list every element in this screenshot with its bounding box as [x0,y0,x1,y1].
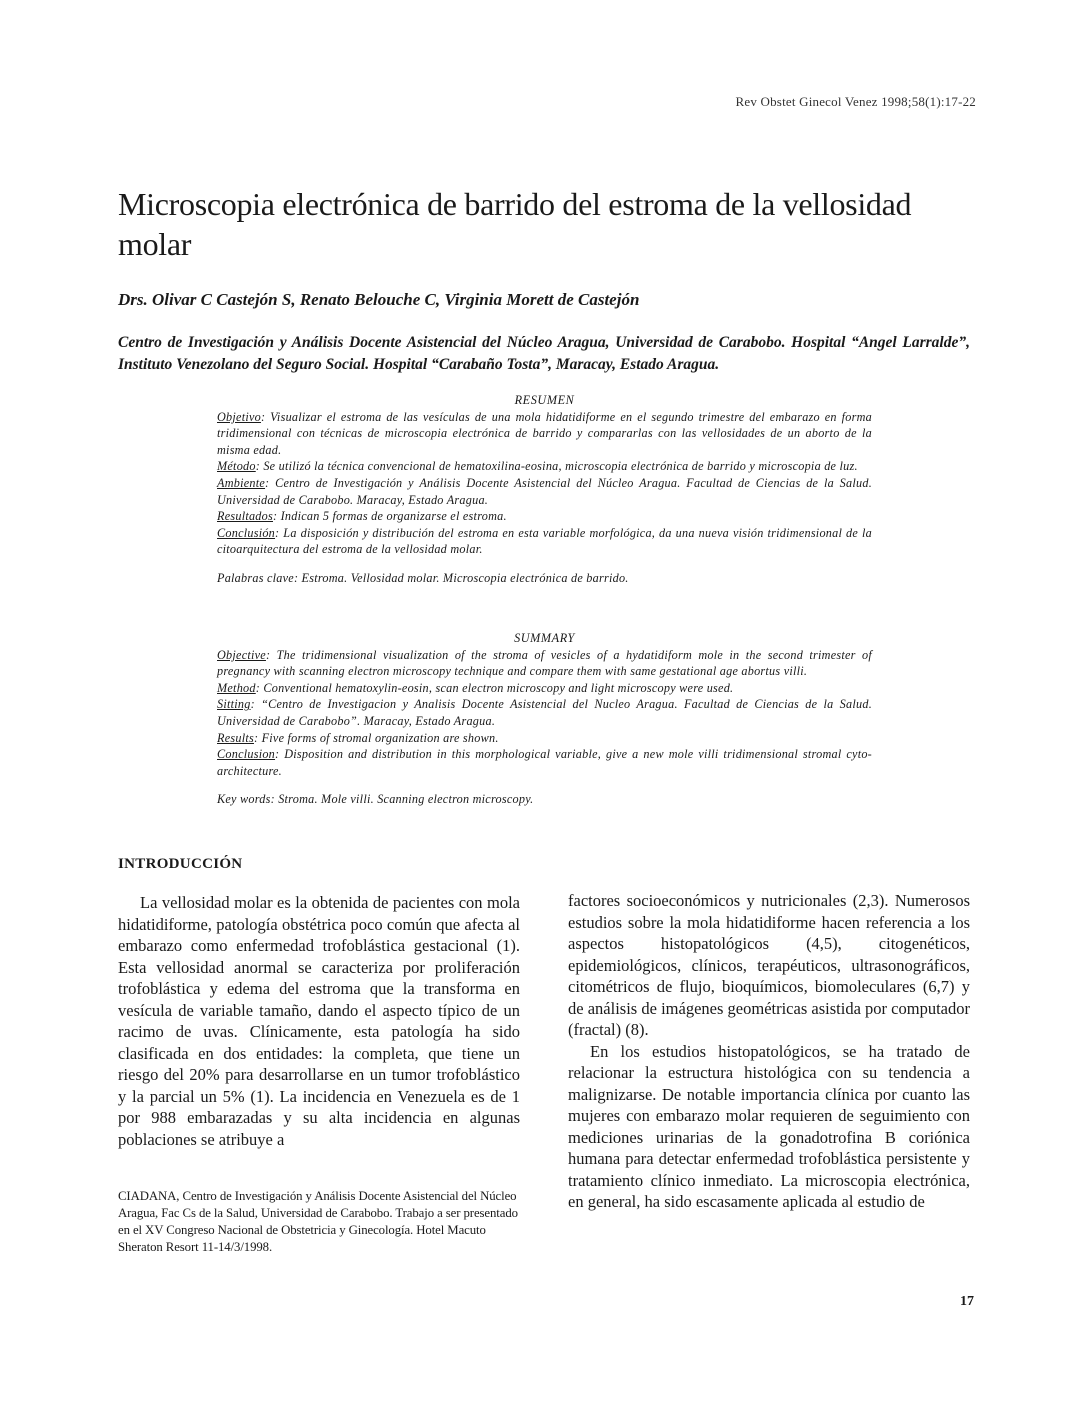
summary-sitting-text: : “Centro de Investigacion y Analisis Docente Asistencial del Nucleo Aragua. Facultad de Ciencias de la Salud. Universidad de Carabobo”. Maracay, Estado Aragua. [217,697,872,728]
summary-objective [217,647,872,680]
resumen-resultados-label: Resultados [217,509,273,524]
resumen-objetivo [217,409,872,459]
introduction-heading: INTRODUCCIÓN [118,856,243,872]
body-column-right [568,890,970,1213]
summary-conclusion-text: : Disposition and distribution in this morphological variable, give a new mole villi tridimensional stromal cyto-architecture. [217,747,872,778]
summary-conclusion-label: Conclusion [217,747,276,762]
resumen-conclusion [217,525,872,558]
resumen-objetivo-label: Objetivo [217,409,261,424]
page-number: 17 [960,1294,974,1309]
resumen-metodo-label: Método [217,459,256,474]
resumen-ambiente-text: : Centro de Investigación y Análisis Docente Asistencial del Núcleo Aragua. Facultad de Ciencias de la Salud. Universidad de Carabobo. Maracay, Estado Aragua. [217,475,872,507]
summary-results-label: Results [217,730,254,745]
resumen-resultados [217,508,872,525]
introduction-paragraph-1-continued: factores socioeconómicos y nutricionales (2,3). Numerosos estudios sobre la mola hidatidiforme hacen referencia a los aspectos histopatológicos (4,5), citogenéticos, epidemiológicos, clínicos, terapéuticos, ultrasonográficos, citométricos de flujo, bioquímicos, biomoleculares (6,7) y de análisis de imágenes geométricas asistida por computador (fractal) (8). [568,891,970,1039]
summary-heading: SUMMARY [514,631,575,645]
summary-results [217,730,872,747]
summary-method [217,680,872,697]
introduction-paragraph-1: La vellosidad molar es la obtenida de pacientes con mola hidatidiforme, patología obstétrica poco común que afecta al embarazo como enfermedad trofoblástica gestacional (1). Esta vellosidad anormal se caracteriza por proliferación trofoblástica y edema del estroma que la transforma en vesícula de variable tamaño, dando el aspecto típico de un racimo de uvas. Clínicamente, esta patología ha sido clasificada en dos entidades: la completa, que tiene un riesgo del 20% para desarrollarse en un tumor trofoblástico y la parcial un 5% (1). La incidencia en Venezuela es de 1 por 988 embarazadas y su alta incidencia en algunas poblaciones se atribuye a [118,893,520,1149]
author-affiliation: Centro de Investigación y Análisis Docente Asistencial del Núcleo Aragua, Universidad de Carabobo. Hospital “Angel Larralde”, Instituto Venezolano del Seguro Social. Hospital “Carabaño Tosta”, Maracay, Estado Aragua. [118,334,970,373]
resumen-ambiente [217,475,872,508]
summary-sitting [217,696,872,729]
body-column-left [118,892,520,1150]
resumen-ambiente-label: Ambiente [217,475,266,490]
summary-keywords: Key words: Stroma. Mole villi. Scanning electron microscopy. [217,792,534,807]
resumen-resultados-text: : Indican 5 formas de organizarse el estroma. [273,509,507,524]
summary-method-label: Method [217,680,256,695]
resumen-conclusion-text: : La disposición y distribución del estroma en esta variable morfológica, da una nueva visión tridimensional de la citoarquitectura del estroma de la vellosidad molar. [217,525,872,557]
resumen-metodo-text: : Se utilizó la técnica convencional de hematoxilina-eosina, microscopia electrónica de barrido y microscopia de luz. [255,459,858,474]
introduction-paragraph-2: En los estudios histopatológicos, se ha tratado de relacionar la estructura histológica con su tendencia a malignizarse. De notable importancia clínica por cuanto las mujeres con embarazo molar requieren de seguimiento con mediciones urinarias de la gonadotrofina B coriónica humana para detectar enfermedad trofoblástica persistente y tratamiento clínico inmediato. La microscopia electrónica, en general, ha sido escasamente aplicada al estudio de [568,1041,970,1211]
resumen-block [217,392,872,587]
summary-results-text: : Five forms of stromal organization are shown. [253,730,499,745]
summary-block [217,630,872,808]
article-authors: Drs. Olivar C Castejón S, Renato Belouche C, Virginia Morett de Castejón [118,290,640,309]
summary-method-text: : Conventional hematoxylin-eosin, scan electron microscopy and light microscopy were used. [255,680,734,695]
affiliation-footnote: CIADANA, Centro de Investigación y Análisis Docente Asistencial del Núcleo Aragua, Fac Cs de la Salud, Universidad de Carabobo. Trabajo a ser presentado en el XV Congreso Nacional de Obstetricia y Ginecología. Hotel Macuto Sheraton Resort 11-14/3/1998. [118,1189,518,1254]
article-title: Microscopia electrónica de barrido del estroma de la vellosidad molar [118,186,912,262]
resumen-heading: RESUMEN [514,393,575,407]
resumen-metodo [217,458,872,475]
resumen-keywords: Palabras clave: Estroma. Vellosidad molar. Microscopia electrónica de barrido. [217,570,629,585]
summary-sitting-label: Sitting [217,697,251,712]
journal-reference: Rev Obstet Ginecol Venez 1998;58(1):17-22 [735,94,976,109]
summary-objective-text: : The tridimensional visualization of the stroma of vesicles of a hydatidiform mole in the second trimester of pregnancy with scanning electron microscopy technique and compare them with same gestational age abortus villi. [217,647,872,679]
summary-objective-label: Objective [217,647,266,662]
summary-conclusion [217,746,872,779]
resumen-conclusion-label: Conclusión [217,525,276,540]
resumen-objetivo-text: : Visualizar el estroma de las vesículas de una mola hidatidiforme en el segundo trimestre del embarazo en forma tridimensional con técnicas de microscopia electrónica de barrido y compararlas con las vellosidades de un aborto de la misma edad. [217,409,872,457]
